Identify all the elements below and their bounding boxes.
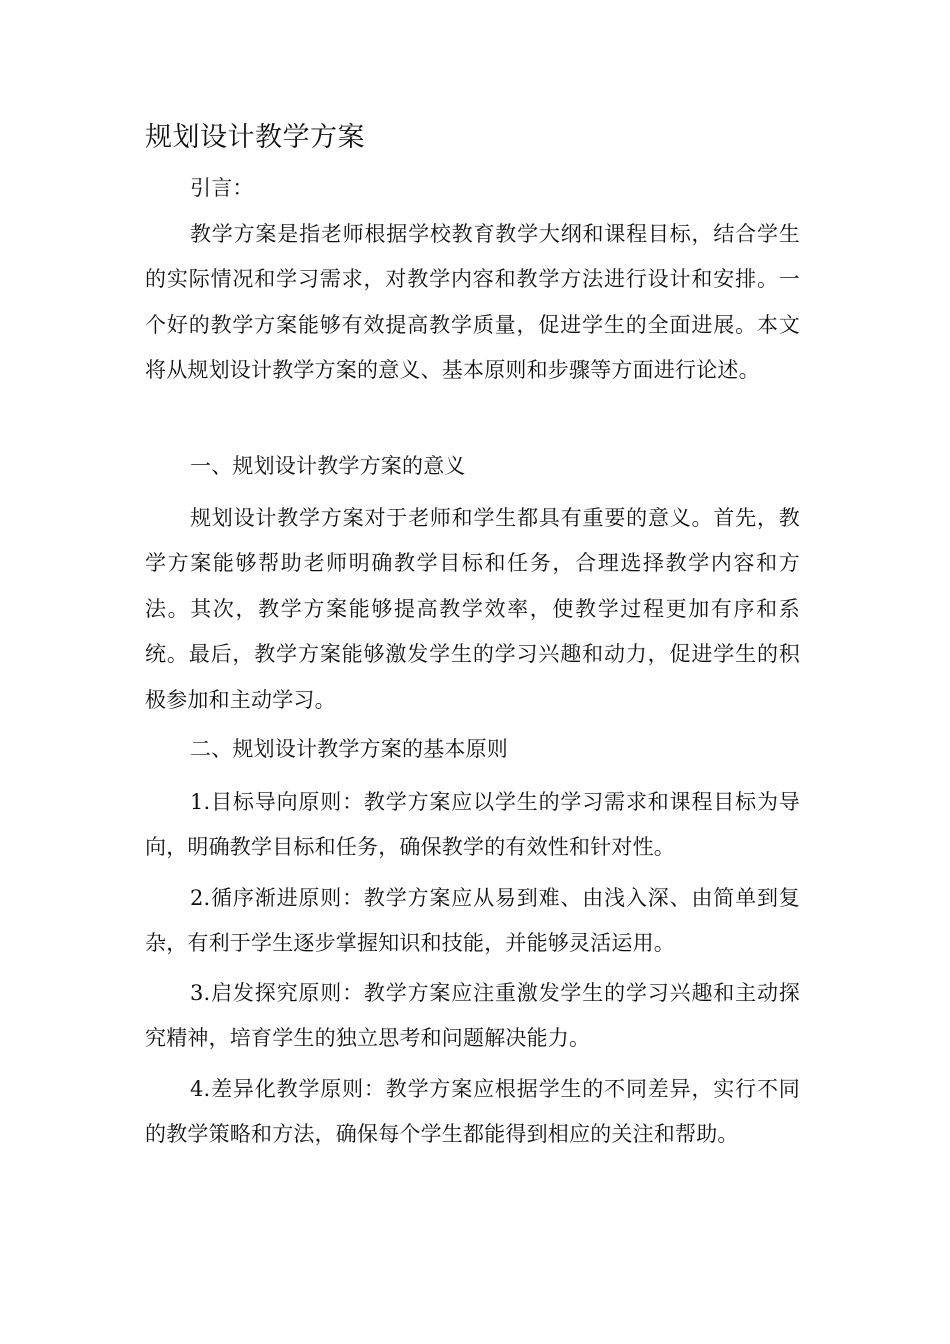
principle-1-paragraph: 1.目标导向原则：教学方案应以学生的学习需求和课程目标为导向，明确教学目标和任务，确保教学的有效性和针对性。 [145,790,800,860]
principle-3-paragraph: 3.启发探究原则：教学方案应注重激发学生的学习兴趣和主动探究精神，培育学生的独立思考和问题解决能力。 [145,981,800,1051]
section-1-heading: 一、规划设计教学方案的意义 [190,454,466,478]
intro-paragraph: 教学方案是指老师根据学校教育教学大纲和课程目标，结合学生的实际情况和学习需求，对教学内容和教学方法进行设计和安排。一个好的教学方案能够有效提高教学质量，促进学生的全面进展。本文将从规划设计教学方案的意义、基本原则和步骤等方面进行论述。 [145,222,800,383]
principle-4-paragraph: 4.差异化教学原则：教学方案应根据学生的不同差异，实行不同的教学策略和方法，确保每个学生都能得到相应的关注和帮助。 [145,1077,800,1147]
section-2-heading: 二、规划设计教学方案的基本原则 [190,737,508,761]
document-title: 规划设计教学方案 [145,122,365,153]
intro-label: 引言： [190,176,254,200]
section-1-paragraph: 规划设计教学方案对于老师和学生都具有重要的意义。首先，教学方案能够帮助老师明确教学目标和任务，合理选择教学内容和方法。其次，教学方案能够提高教学效率，使教学过程更加有序和系统。最后，教学方案能够激发学生的学习兴趣和动力，促进学生的积极参加和主动学习。 [145,506,800,712]
principle-2-paragraph: 2.循序渐进原则：教学方案应从易到难、由浅入深、由简单到复杂，有利于学生逐步掌握知识和技能，并能够灵活运用。 [145,886,800,956]
